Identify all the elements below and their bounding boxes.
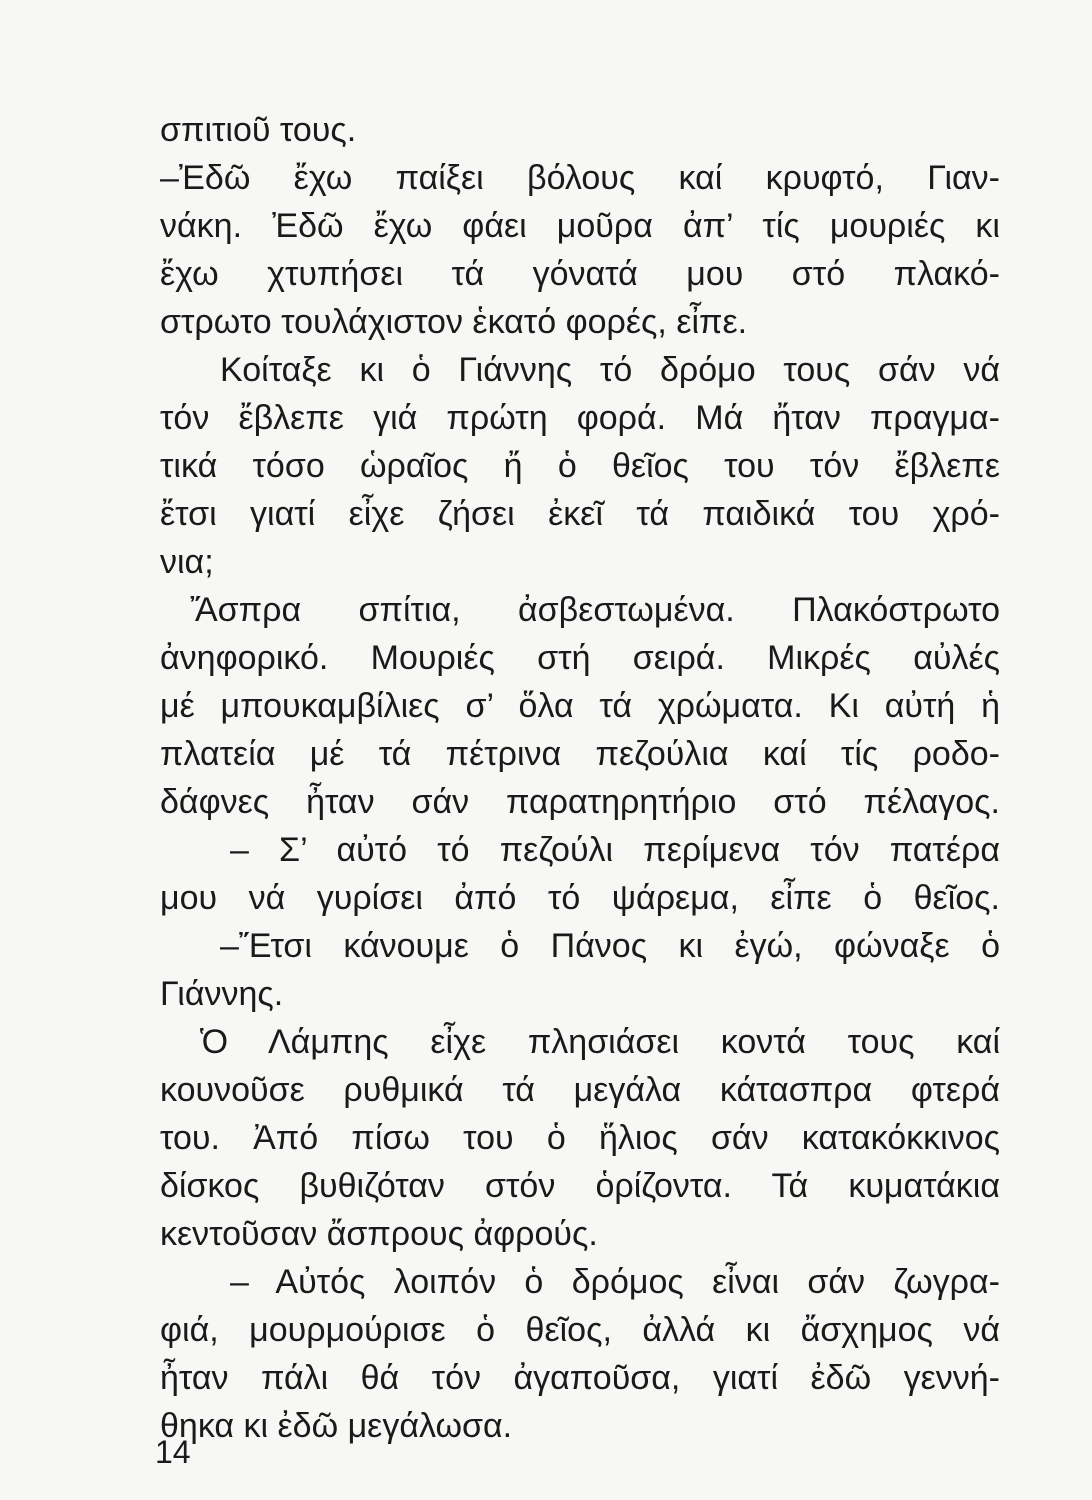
text-line: θηκα κι ἐδῶ μεγάλωσα. (160, 1407, 513, 1445)
text-line: τόν ἔβλεπε γιά πρώτη φορά. Μά ἤταν πραγμα- (160, 399, 1000, 437)
text-line: ἀνηφορικό. Μουριές στή σειρά. Μικρές αὐλές (160, 639, 1000, 677)
text-line: στρωτο τουλάχιστον ἑκατό φορές, εἶπε. (160, 303, 748, 341)
text-line: σπιτιοῦ τους. (160, 111, 357, 149)
text-line: νια; (160, 543, 214, 581)
text-line: κεντοῦσαν ἄσπρους ἀφρούς. (160, 1215, 598, 1253)
text-line: μέ μπουκαμβίλιες σ’ ὅλα τά χρώματα. Κι αὐτή ἡ (160, 687, 1000, 725)
body-text (160, 106, 1000, 1450)
text-line: φιά, μουρμούρισε ὁ θεῖος, ἀλλά κι ἄσχημος νά (160, 1311, 1000, 1349)
text-line: κουνοῦσε ρυθμικά τά μεγάλα κάτασπρα φτερά (160, 1071, 1000, 1109)
page-number: 14 (155, 1434, 191, 1470)
text-line: Γιάννης. (160, 975, 284, 1013)
text-line: ἦταν πάλι θά τόν ἀγαποῦσα, γιατί ἐδῶ γεννή- (160, 1359, 1000, 1397)
text-line: – Αὐτός λοιπόν ὁ δρόμος εἶναι σάν ζωγρα- (230, 1263, 1000, 1301)
text-line: δίσκος βυθιζόταν στόν ὁρίζοντα. Τά κυματάκια (160, 1167, 1000, 1205)
text-line: Ὁ Λάμπης εἶχε πλησιάσει κοντά τους καί (200, 1023, 1000, 1061)
text-line: –Ἐδῶ ἔχω παίξει βόλους καί κρυφτό, Γιαν- (160, 159, 1000, 197)
text-line: – Σ’ αὐτό τό πεζούλι περίμενα τόν πατέρα (230, 831, 1000, 869)
text-line: ἔτσι γιατί εἶχε ζήσει ἐκεῖ τά παιδικά του χρό- (160, 495, 1000, 533)
text-line: νάκη. Ἐδῶ ἔχω φάει μοῦρα ἀπ’ τίς μουριές κι (160, 207, 1000, 245)
text-line: μου νά γυρίσει ἀπό τό ψάρεμα, εἶπε ὁ θεῖος. (160, 879, 1000, 917)
text-line: τικά τόσο ὡραῖος ἤ ὁ θεῖος του τόν ἔβλεπε (160, 447, 1000, 485)
text-line: ἔχω χτυπήσει τά γόνατά μου στό πλακό- (160, 255, 1000, 293)
text-line: Κοίταξε κι ὁ Γιάννης τό δρόμο τους σάν νά (220, 351, 1000, 389)
text-line: του. Ἀπό πίσω του ὁ ἥλιος σάν κατακόκκινος (160, 1119, 1000, 1157)
text-line: –Ἔτσι κάνουμε ὁ Πάνος κι ἐγώ, φώναξε ὁ (220, 927, 1000, 965)
text-line: πλατεία μέ τά πέτρινα πεζούλια καί τίς ροδο- (160, 735, 1000, 773)
text-line: Ἄσπρα σπίτια, ἀσβεστωμένα. Πλακόστρωτο (190, 591, 1000, 629)
text-line: δάφνες ἦταν σάν παρατηρητήριο στό πέλαγος. (160, 783, 1000, 821)
